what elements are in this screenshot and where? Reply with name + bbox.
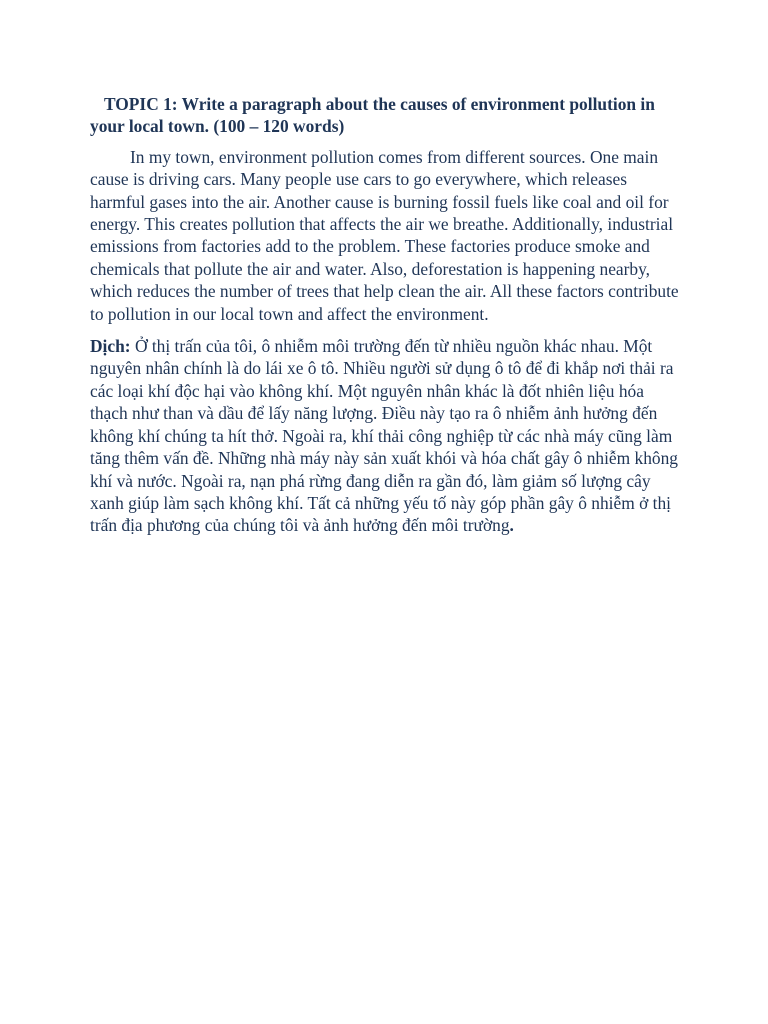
essay-paragraph: In my town, environment pollution comes from different sources. One main cause is driving cars. Many people use cars to go everywhere, which releases harmful gases into the air. Another cause is burning fossil fuels like coal and oil for energy. This creates pollution that affects the air we breathe. Additionally, industrial emissions from factories add to the problem. These factories produce smoke and chemicals that pollute the air and water. Also, deforestation is happening nearby, which reduces the number of trees that help clean the air. All these factors contribute to pollution in our local town and affect the environment. bbox=[90, 146, 679, 324]
document-body bbox=[90, 93, 682, 537]
topic-heading: TOPIC 1: Write a paragraph about the causes of environment pollution in your local town. (100 – 120 words) bbox=[90, 94, 655, 137]
translation-end-period: . bbox=[509, 515, 514, 536]
translation-paragraph bbox=[90, 335, 682, 537]
translation-label: Dịch: bbox=[90, 336, 131, 357]
translation-text: Ở thị trấn của tôi, ô nhiễm môi trường đến từ nhiều nguồn khác nhau. Một nguyên nhân chính là do lái xe ô tô. Nhiều người sử dụng ô tô để đi khắp nơi thải ra các loại khí độc hại vào không khí. Một nguyên nhân khác là đốt nhiên liệu hóa thạch như than và dầu để lấy năng lượng. Điều này tạo ra ô nhiễm ảnh hưởng đến không khí chúng ta hít thở. Ngoài ra, khí thải công nghiệp từ các nhà máy cũng làm tăng thêm vấn đề. Những nhà máy này sản xuất khói và hóa chất gây ô nhiễm không khí và nước. Ngoài ra, nạn phá rừng đang diễn ra gần đó, làm giảm số lượng cây xanh giúp làm sạch không khí. Tất cả những yếu tố này góp phần gây ô nhiễm ở thị trấn địa phương của chúng tôi và ảnh hưởng đến môi trường bbox=[90, 336, 679, 536]
